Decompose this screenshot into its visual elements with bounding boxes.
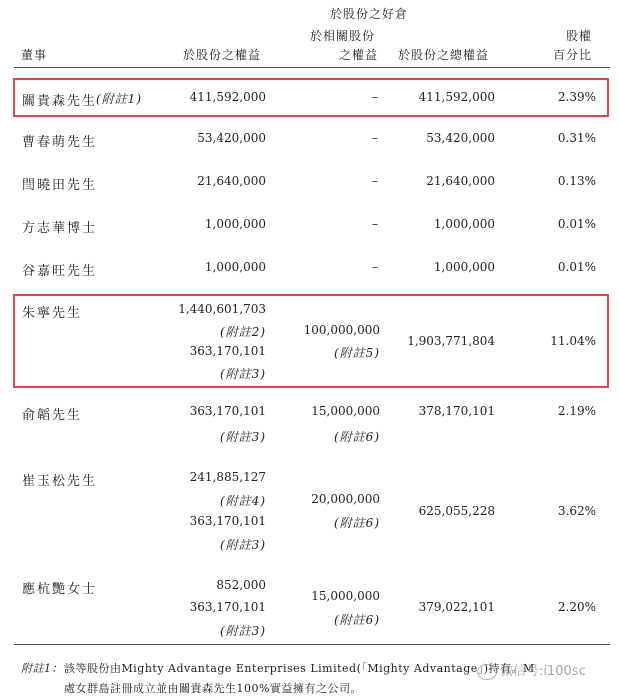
percentage: 2.39% (557, 90, 596, 104)
total-interest: 1,000,000 (433, 217, 495, 231)
personal-interest: 363,170,101 (189, 514, 266, 528)
wechat-icon (477, 664, 497, 680)
personal-note: (附註3) (220, 430, 266, 444)
personal-note: (附註3) (220, 367, 266, 381)
watermark-text: 微信号:i100sc (500, 664, 586, 679)
header-long-position: 於股份之好倉 (330, 7, 409, 21)
header-related-line3: 之權益 (339, 48, 379, 62)
director-name: 崔玉松先生 (22, 474, 98, 489)
total-interest: 378,170,101 (418, 404, 495, 418)
related-interest: – (372, 174, 378, 188)
header-total: 於股份之總權益 (398, 48, 490, 62)
related-note: (附註6) (334, 516, 380, 530)
percentage: 0.01% (557, 217, 596, 231)
related-interest: 100,000,000 (303, 323, 380, 337)
personal-interest: 21,640,000 (197, 174, 266, 188)
personal-note: (附註4) (220, 494, 266, 508)
total-interest: 21,640,000 (426, 174, 495, 188)
watermark (477, 660, 586, 680)
related-note: (附註6) (334, 430, 380, 444)
percentage: 0.01% (557, 260, 596, 274)
percentage: 3.62% (557, 504, 596, 518)
personal-interest: 241,885,127 (189, 470, 266, 484)
related-interest: – (372, 90, 378, 104)
director-name: 朱寧先生 (22, 306, 83, 321)
director-name: 谷嘉旺先生 (22, 264, 98, 279)
related-note: (附註5) (334, 346, 380, 360)
personal-interest: 411,592,000 (189, 90, 266, 104)
percentage: 0.31% (557, 131, 596, 145)
total-interest: 1,000,000 (433, 260, 495, 274)
total-interest: 53,420,000 (426, 131, 495, 145)
director-name: 應杭艷女士 (22, 582, 98, 597)
footnote-label: 附註1： (21, 662, 63, 675)
personal-interest: 1,000,000 (204, 260, 266, 274)
related-interest: 20,000,000 (311, 492, 380, 506)
personal-note: (附註2) (220, 325, 266, 339)
percentage: 2.19% (557, 404, 596, 418)
highlight-box-row6 (13, 294, 609, 388)
personal-interest: 363,170,101 (189, 600, 266, 614)
header-rule (14, 67, 610, 68)
related-interest: 15,000,000 (311, 404, 380, 418)
header-pct-line1: 股權 (566, 29, 593, 43)
related-interest: 15,000,000 (311, 589, 380, 603)
director-name: 閆曉田先生 (22, 178, 98, 193)
related-interest: – (372, 260, 378, 274)
total-interest: 411,592,000 (418, 90, 495, 104)
total-interest: 1,903,771,804 (407, 334, 495, 348)
related-interest: – (372, 217, 378, 231)
director-name: 方志華博士 (22, 221, 98, 236)
director-name: 俞韜先生 (22, 408, 83, 423)
personal-interest: 363,170,101 (189, 344, 266, 358)
related-note: (附註6) (334, 613, 380, 627)
header-personal: 於股份之權益 (183, 48, 262, 62)
personal-interest: 1,440,601,703 (178, 302, 266, 316)
table-bottom-rule (14, 644, 610, 645)
personal-interest: 53,420,000 (197, 131, 266, 145)
director-note: (附註1) (96, 92, 142, 106)
total-interest: 625,055,228 (418, 504, 495, 518)
personal-interest: 852,000 (216, 578, 266, 592)
personal-note: (附註3) (220, 624, 266, 638)
personal-interest: 363,170,101 (189, 404, 266, 418)
header-director: 董事 (21, 48, 48, 62)
footnote-line2: 處女群島註冊成立並由關貴森先生100%實益擁有之公司。 (64, 682, 362, 695)
header-pct-line2: 百分比 (553, 48, 593, 62)
footnote-line1: 該等股份由Mighty Advantage Enterprises Limited(「Mighty Advantage」)持有。M (64, 662, 535, 675)
percentage: 2.20% (557, 600, 596, 614)
total-interest: 379,022,101 (418, 600, 495, 614)
percentage: 0.13% (557, 174, 596, 188)
percentage: 11.04% (550, 334, 596, 348)
personal-note: (附註3) (220, 538, 266, 552)
director-name: 關貴森先生 (22, 94, 98, 109)
director-name: 曹春萌先生 (22, 135, 98, 150)
related-interest: – (372, 131, 378, 145)
personal-interest: 1,000,000 (204, 217, 266, 231)
header-related-line2: 於相關股份 (310, 29, 376, 43)
